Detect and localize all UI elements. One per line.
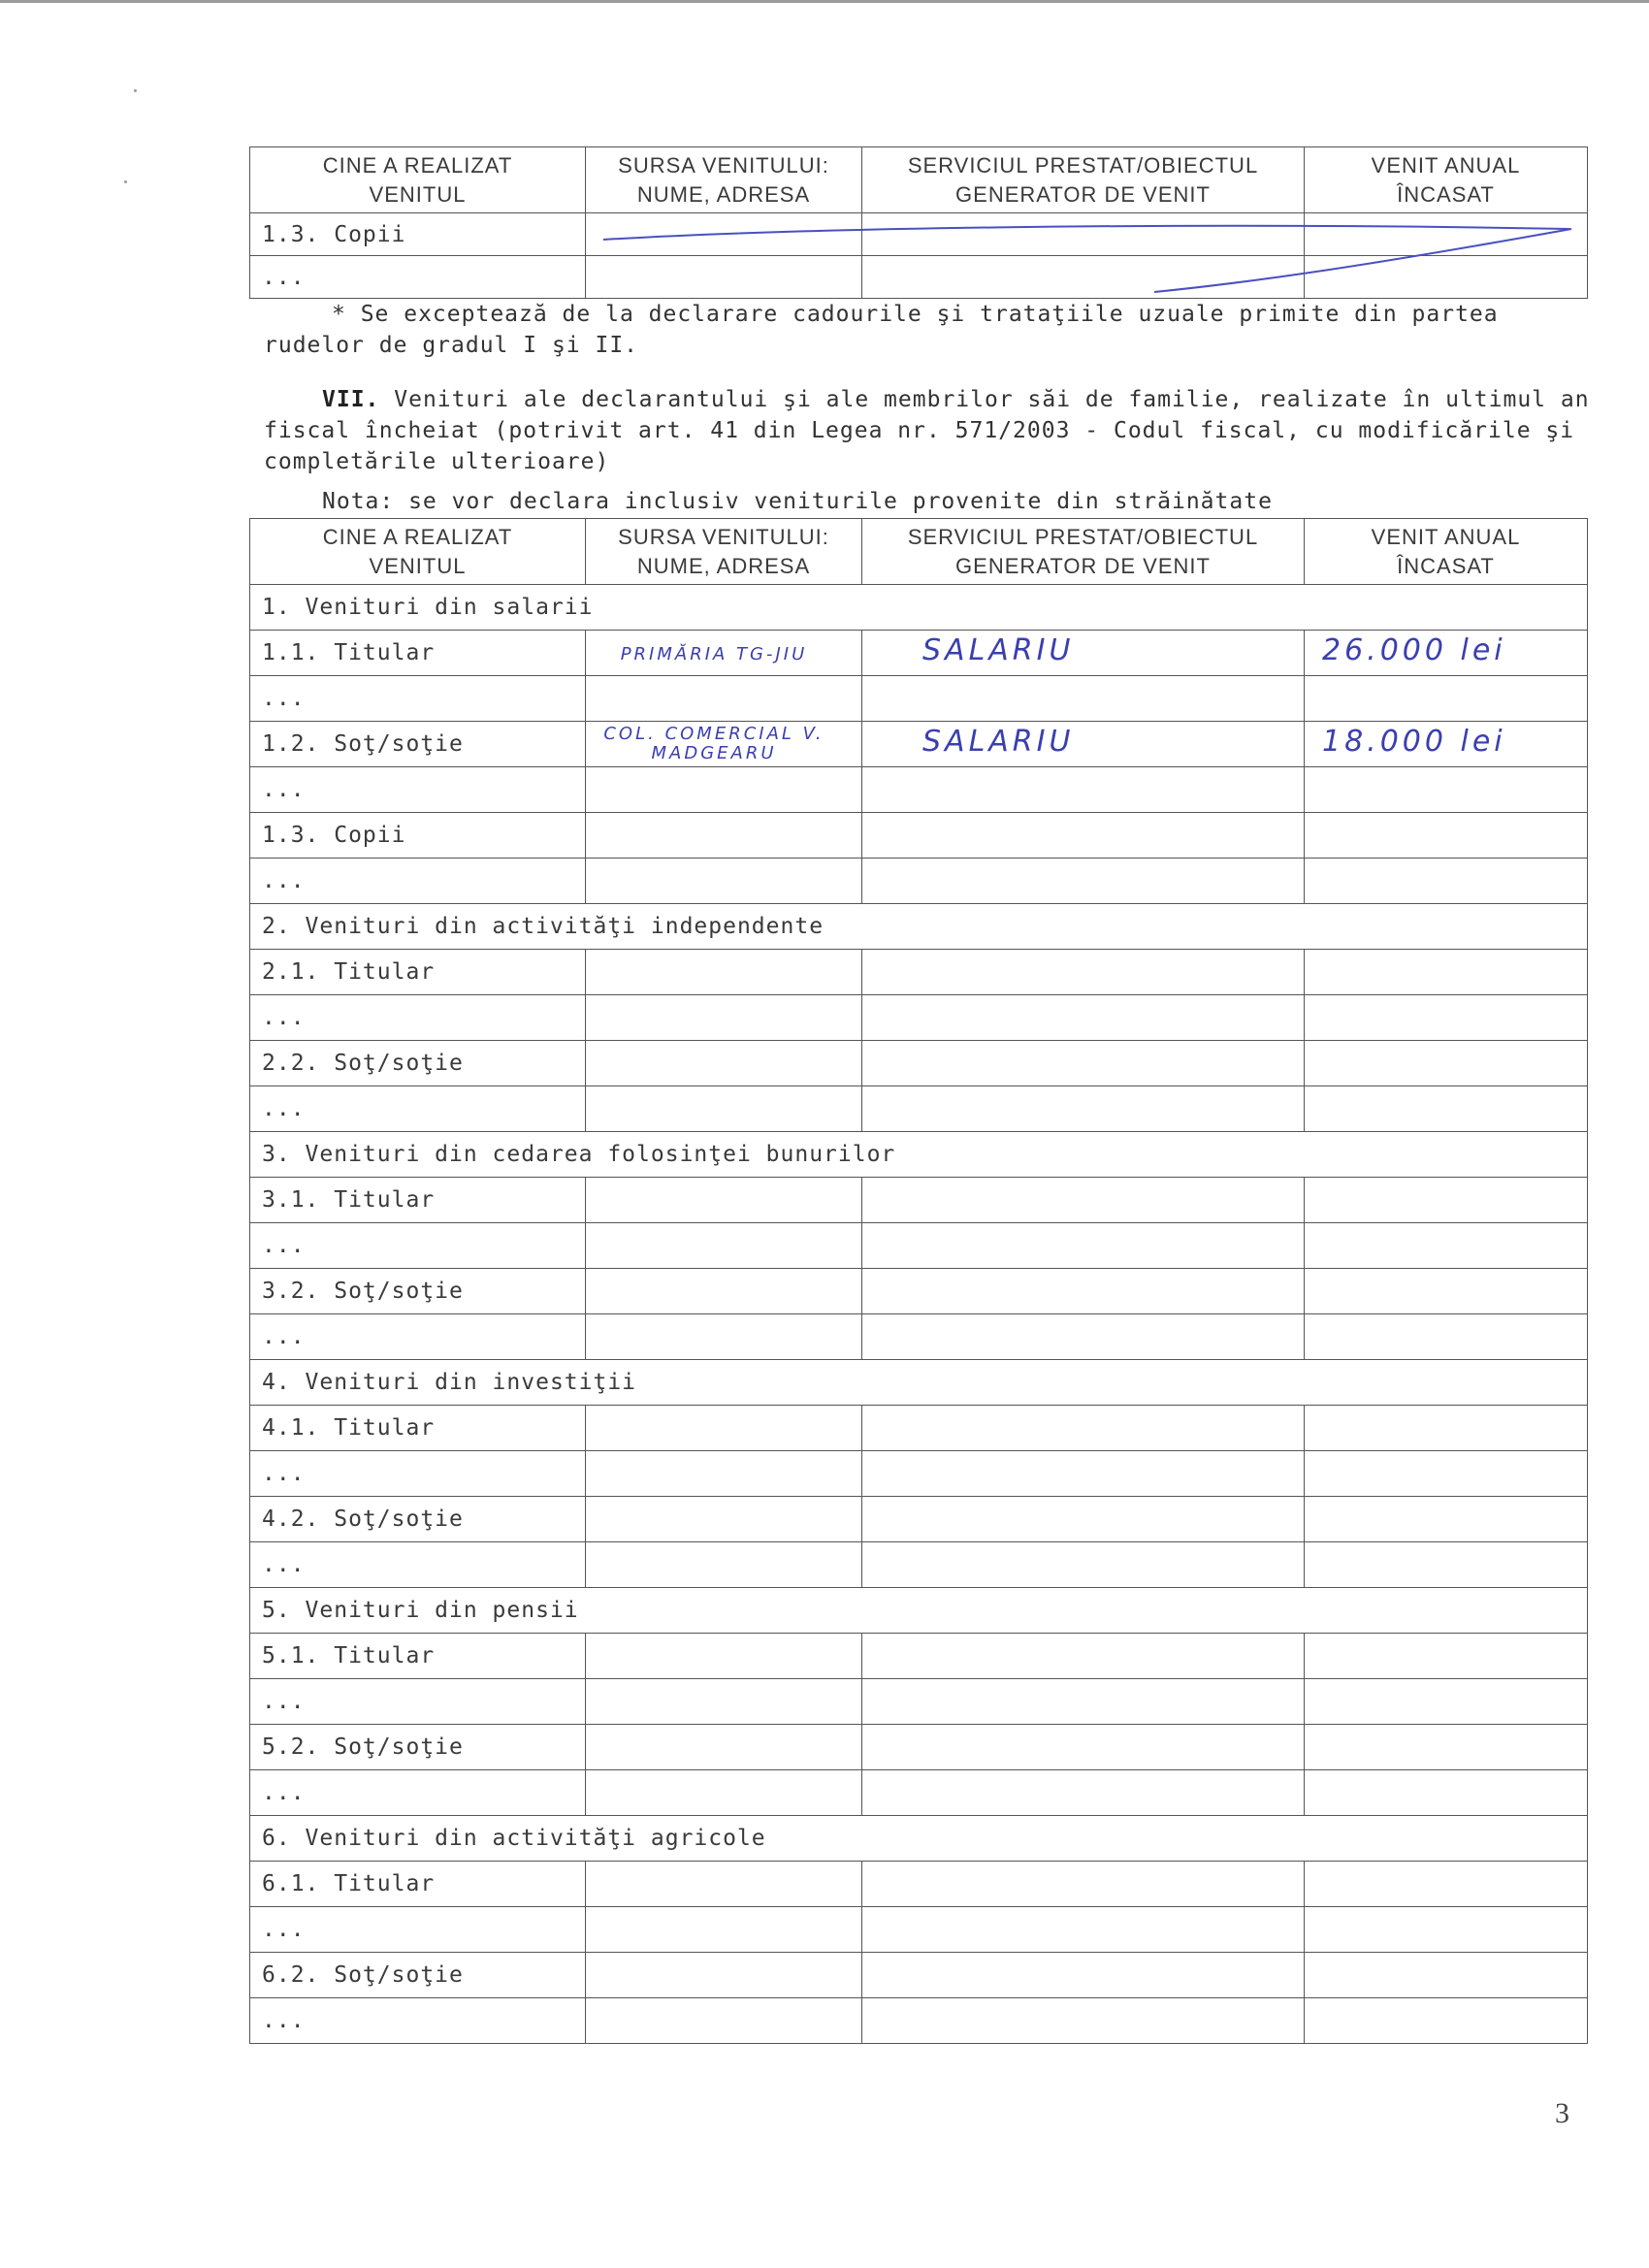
section-row <box>250 585 1588 631</box>
income-cell <box>1305 722 1588 767</box>
service-cell <box>862 1634 1305 1679</box>
service-cell <box>862 1041 1305 1086</box>
source-cell <box>586 1497 862 1542</box>
service-cell <box>862 1907 1305 1953</box>
source-cell <box>586 722 862 767</box>
source-cell <box>586 1314 862 1360</box>
table-row <box>250 1086 1588 1132</box>
section-row <box>250 1132 1588 1178</box>
table-row <box>250 1542 1588 1588</box>
service-cell <box>862 1679 1305 1725</box>
row-label: 6.1. Titular <box>250 1862 586 1907</box>
source-cell <box>586 1041 862 1086</box>
source-cell <box>586 256 862 299</box>
source-cell <box>586 1907 862 1953</box>
header-cine <box>250 519 586 585</box>
table-row <box>250 1178 1588 1223</box>
income-cell <box>1305 676 1588 722</box>
row-label: 6.2. Soţ/soţie <box>250 1953 586 1998</box>
income-cell <box>1305 859 1588 904</box>
section-row <box>250 1588 1588 1634</box>
table-row <box>250 1907 1588 1953</box>
table-header-row <box>250 519 1588 585</box>
table-row <box>250 1634 1588 1679</box>
header-text: GENERATOR DE VENIT <box>955 553 1211 578</box>
source-cell <box>586 767 862 813</box>
footnote: * Se exceptează de la declarare cadourile şi trataţiile uzuale primite din partea rudelor de gradul I şi II. <box>264 302 1499 358</box>
section-label: 3. Venituri din cedarea folosinţei bunurilor <box>250 1132 1588 1178</box>
handwritten-income: 18.000 lei <box>1322 725 1506 759</box>
income-cell <box>1305 256 1588 299</box>
income-table <box>249 518 1588 2044</box>
row-label: 5.2. Soţ/soţie <box>250 1725 586 1770</box>
header-text: CINE A REALIZAT <box>322 152 513 178</box>
header-text: VENITUL <box>369 553 467 578</box>
service-cell <box>862 813 1305 859</box>
source-cell <box>586 1679 862 1725</box>
table-row <box>250 676 1588 722</box>
handwritten-source: COL. COMERCIAL V. MADGEARU <box>603 723 824 763</box>
row-label: 2.1. Titular <box>250 950 586 995</box>
row-label: ... <box>250 1998 586 2044</box>
header-text: SERVICIUL PRESTAT/OBIECTUL <box>907 152 1259 178</box>
source-cell <box>586 1451 862 1497</box>
row-label: ... <box>250 1223 586 1269</box>
header-venit <box>1305 519 1588 585</box>
income-cell <box>1305 1086 1588 1132</box>
source-cell <box>586 213 862 256</box>
source-cell <box>586 1542 862 1588</box>
row-label: ... <box>250 1086 586 1132</box>
service-cell <box>862 1770 1305 1816</box>
row-label: 1.3. Copii <box>250 213 586 256</box>
source-cell <box>586 1998 862 2044</box>
table-row <box>250 256 1588 299</box>
table-row <box>250 722 1588 767</box>
header-text: SERVICIUL PRESTAT/OBIECTUL <box>907 524 1259 549</box>
service-cell <box>862 1451 1305 1497</box>
header-serviciul <box>862 147 1305 213</box>
section-vii-paragraph <box>264 384 1593 477</box>
service-cell <box>862 950 1305 995</box>
row-label: ... <box>250 256 586 299</box>
service-cell <box>862 256 1305 299</box>
service-cell <box>862 722 1305 767</box>
section-row <box>250 1360 1588 1406</box>
table-row <box>250 1041 1588 1086</box>
income-cell <box>1305 1953 1588 1998</box>
income-cell <box>1305 767 1588 813</box>
header-text: NUME, ADRESA <box>636 181 811 207</box>
row-label: 4.1. Titular <box>250 1406 586 1451</box>
header-text: SURSA VENITULUI: <box>618 152 829 178</box>
row-label: 2.2. Soţ/soţie <box>250 1041 586 1086</box>
income-cell <box>1305 1542 1588 1588</box>
row-label: ... <box>250 1907 586 1953</box>
service-cell <box>862 767 1305 813</box>
row-label: ... <box>250 676 586 722</box>
service-cell <box>862 1223 1305 1269</box>
handwritten-service: SALARIU <box>922 633 1075 667</box>
table-row <box>250 813 1588 859</box>
row-label: ... <box>250 1451 586 1497</box>
income-cell <box>1305 631 1588 676</box>
section-vii-number: VII. <box>322 387 380 412</box>
service-cell <box>862 1862 1305 1907</box>
header-text: VENIT ANUAL <box>1371 152 1521 178</box>
source-cell <box>586 676 862 722</box>
source-cell <box>586 1953 862 1998</box>
section-row <box>250 1816 1588 1862</box>
source-cell <box>586 1770 862 1816</box>
table-row <box>250 1679 1588 1725</box>
source-cell <box>586 1634 862 1679</box>
income-cell <box>1305 1041 1588 1086</box>
scan-speck <box>134 89 137 92</box>
row-label: ... <box>250 767 586 813</box>
handwritten-income: 26.000 lei <box>1322 633 1506 667</box>
income-cell <box>1305 1497 1588 1542</box>
header-text: CINE A REALIZAT <box>322 524 513 549</box>
income-cell <box>1305 1998 1588 2044</box>
income-cell <box>1305 1406 1588 1451</box>
section-label: 6. Venituri din activităţi agricole <box>250 1816 1588 1862</box>
source-cell <box>586 813 862 859</box>
source-cell <box>586 1862 862 1907</box>
source-cell <box>586 1223 862 1269</box>
table-row <box>250 1223 1588 1269</box>
table-row <box>250 1406 1588 1451</box>
income-cell <box>1305 1679 1588 1725</box>
page-number: 3 <box>1555 2097 1569 2129</box>
service-cell <box>862 1725 1305 1770</box>
source-cell <box>586 1725 862 1770</box>
table-row <box>250 859 1588 904</box>
service-cell <box>862 631 1305 676</box>
section-row <box>250 904 1588 950</box>
source-cell <box>586 1406 862 1451</box>
handwritten-service: SALARIU <box>922 725 1075 759</box>
row-label: ... <box>250 1770 586 1816</box>
header-cine <box>250 147 586 213</box>
row-label: ... <box>250 995 586 1041</box>
income-cell <box>1305 1634 1588 1679</box>
source-cell <box>586 631 862 676</box>
table-row <box>250 1497 1588 1542</box>
income-cell <box>1305 1862 1588 1907</box>
income-cell <box>1305 995 1588 1041</box>
row-label: ... <box>250 1679 586 1725</box>
income-cell <box>1305 1451 1588 1497</box>
table-row <box>250 1998 1588 2044</box>
handwritten-source: PRIMĂRIA TG-JIU <box>620 644 808 664</box>
service-cell <box>862 1406 1305 1451</box>
source-cell <box>586 1269 862 1314</box>
service-cell <box>862 213 1305 256</box>
source-cell <box>586 1086 862 1132</box>
service-cell <box>862 1314 1305 1360</box>
section-label: 1. Venituri din salarii <box>250 585 1588 631</box>
table-row <box>250 631 1588 676</box>
header-serviciul <box>862 519 1305 585</box>
income-cell <box>1305 1178 1588 1223</box>
income-cell <box>1305 1314 1588 1360</box>
income-cell <box>1305 950 1588 995</box>
header-sursa <box>586 519 862 585</box>
income-cell <box>1305 813 1588 859</box>
income-cell <box>1305 1770 1588 1816</box>
income-cell <box>1305 213 1588 256</box>
income-cell <box>1305 1725 1588 1770</box>
source-cell <box>586 995 862 1041</box>
top-income-table <box>249 146 1588 299</box>
row-label: ... <box>250 1314 586 1360</box>
service-cell <box>862 1269 1305 1314</box>
source-cell <box>586 1178 862 1223</box>
income-cell <box>1305 1269 1588 1314</box>
table-row <box>250 1953 1588 1998</box>
table-row <box>250 950 1588 995</box>
source-cell <box>586 859 862 904</box>
row-label: 5.1. Titular <box>250 1634 586 1679</box>
row-label: 1.1. Titular <box>250 631 586 676</box>
table-row <box>250 1725 1588 1770</box>
table-row <box>250 995 1588 1041</box>
header-venit <box>1305 147 1588 213</box>
table-row <box>250 213 1588 256</box>
income-cell <box>1305 1223 1588 1269</box>
income-cell <box>1305 1907 1588 1953</box>
service-cell <box>862 1953 1305 1998</box>
service-cell <box>862 859 1305 904</box>
section-vii-text: Venituri ale declarantului şi ale membrilor săi de familie, realizate în ultimul an fiscal încheiat (potrivit art. 41 din Legea nr. 571/2003 - Codul fiscal, cu modificările şi completările ulterioare) <box>264 387 1590 474</box>
section-label: 2. Venituri din activităţi independente <box>250 904 1588 950</box>
row-label: 4.2. Soţ/soţie <box>250 1497 586 1542</box>
header-text: NUME, ADRESA <box>636 553 811 578</box>
row-label: 3.2. Soţ/soţie <box>250 1269 586 1314</box>
header-text: SURSA VENITULUI: <box>618 524 829 549</box>
section-label: 5. Venituri din pensii <box>250 1588 1588 1634</box>
nota-text: Nota: se vor declara inclusiv veniturile provenite din străinătate <box>322 489 1273 514</box>
header-text: VENIT ANUAL <box>1371 524 1521 549</box>
table-header-row <box>250 147 1588 213</box>
table-row <box>250 1451 1588 1497</box>
service-cell <box>862 1086 1305 1132</box>
header-text: ÎNCASAT <box>1397 553 1495 578</box>
row-label: ... <box>250 1542 586 1588</box>
scan-top-edge <box>0 0 1649 3</box>
section-label: 4. Venituri din investiţii <box>250 1360 1588 1406</box>
service-cell <box>862 1998 1305 2044</box>
source-cell <box>586 950 862 995</box>
header-text: GENERATOR DE VENIT <box>955 181 1211 207</box>
service-cell <box>862 676 1305 722</box>
table-row <box>250 1862 1588 1907</box>
service-cell <box>862 1178 1305 1223</box>
header-text: ÎNCASAT <box>1397 181 1495 207</box>
row-label: 3.1. Titular <box>250 1178 586 1223</box>
table-row <box>250 1269 1588 1314</box>
row-label: 1.3. Copii <box>250 813 586 859</box>
service-cell <box>862 995 1305 1041</box>
table-row <box>250 1770 1588 1816</box>
service-cell <box>862 1542 1305 1588</box>
table-row <box>250 1314 1588 1360</box>
header-sursa <box>586 147 862 213</box>
row-label: ... <box>250 859 586 904</box>
scan-speck <box>124 180 127 183</box>
table-row <box>250 767 1588 813</box>
service-cell <box>862 1497 1305 1542</box>
row-label: 1.2. Soţ/soţie <box>250 722 586 767</box>
header-text: VENITUL <box>369 181 467 207</box>
